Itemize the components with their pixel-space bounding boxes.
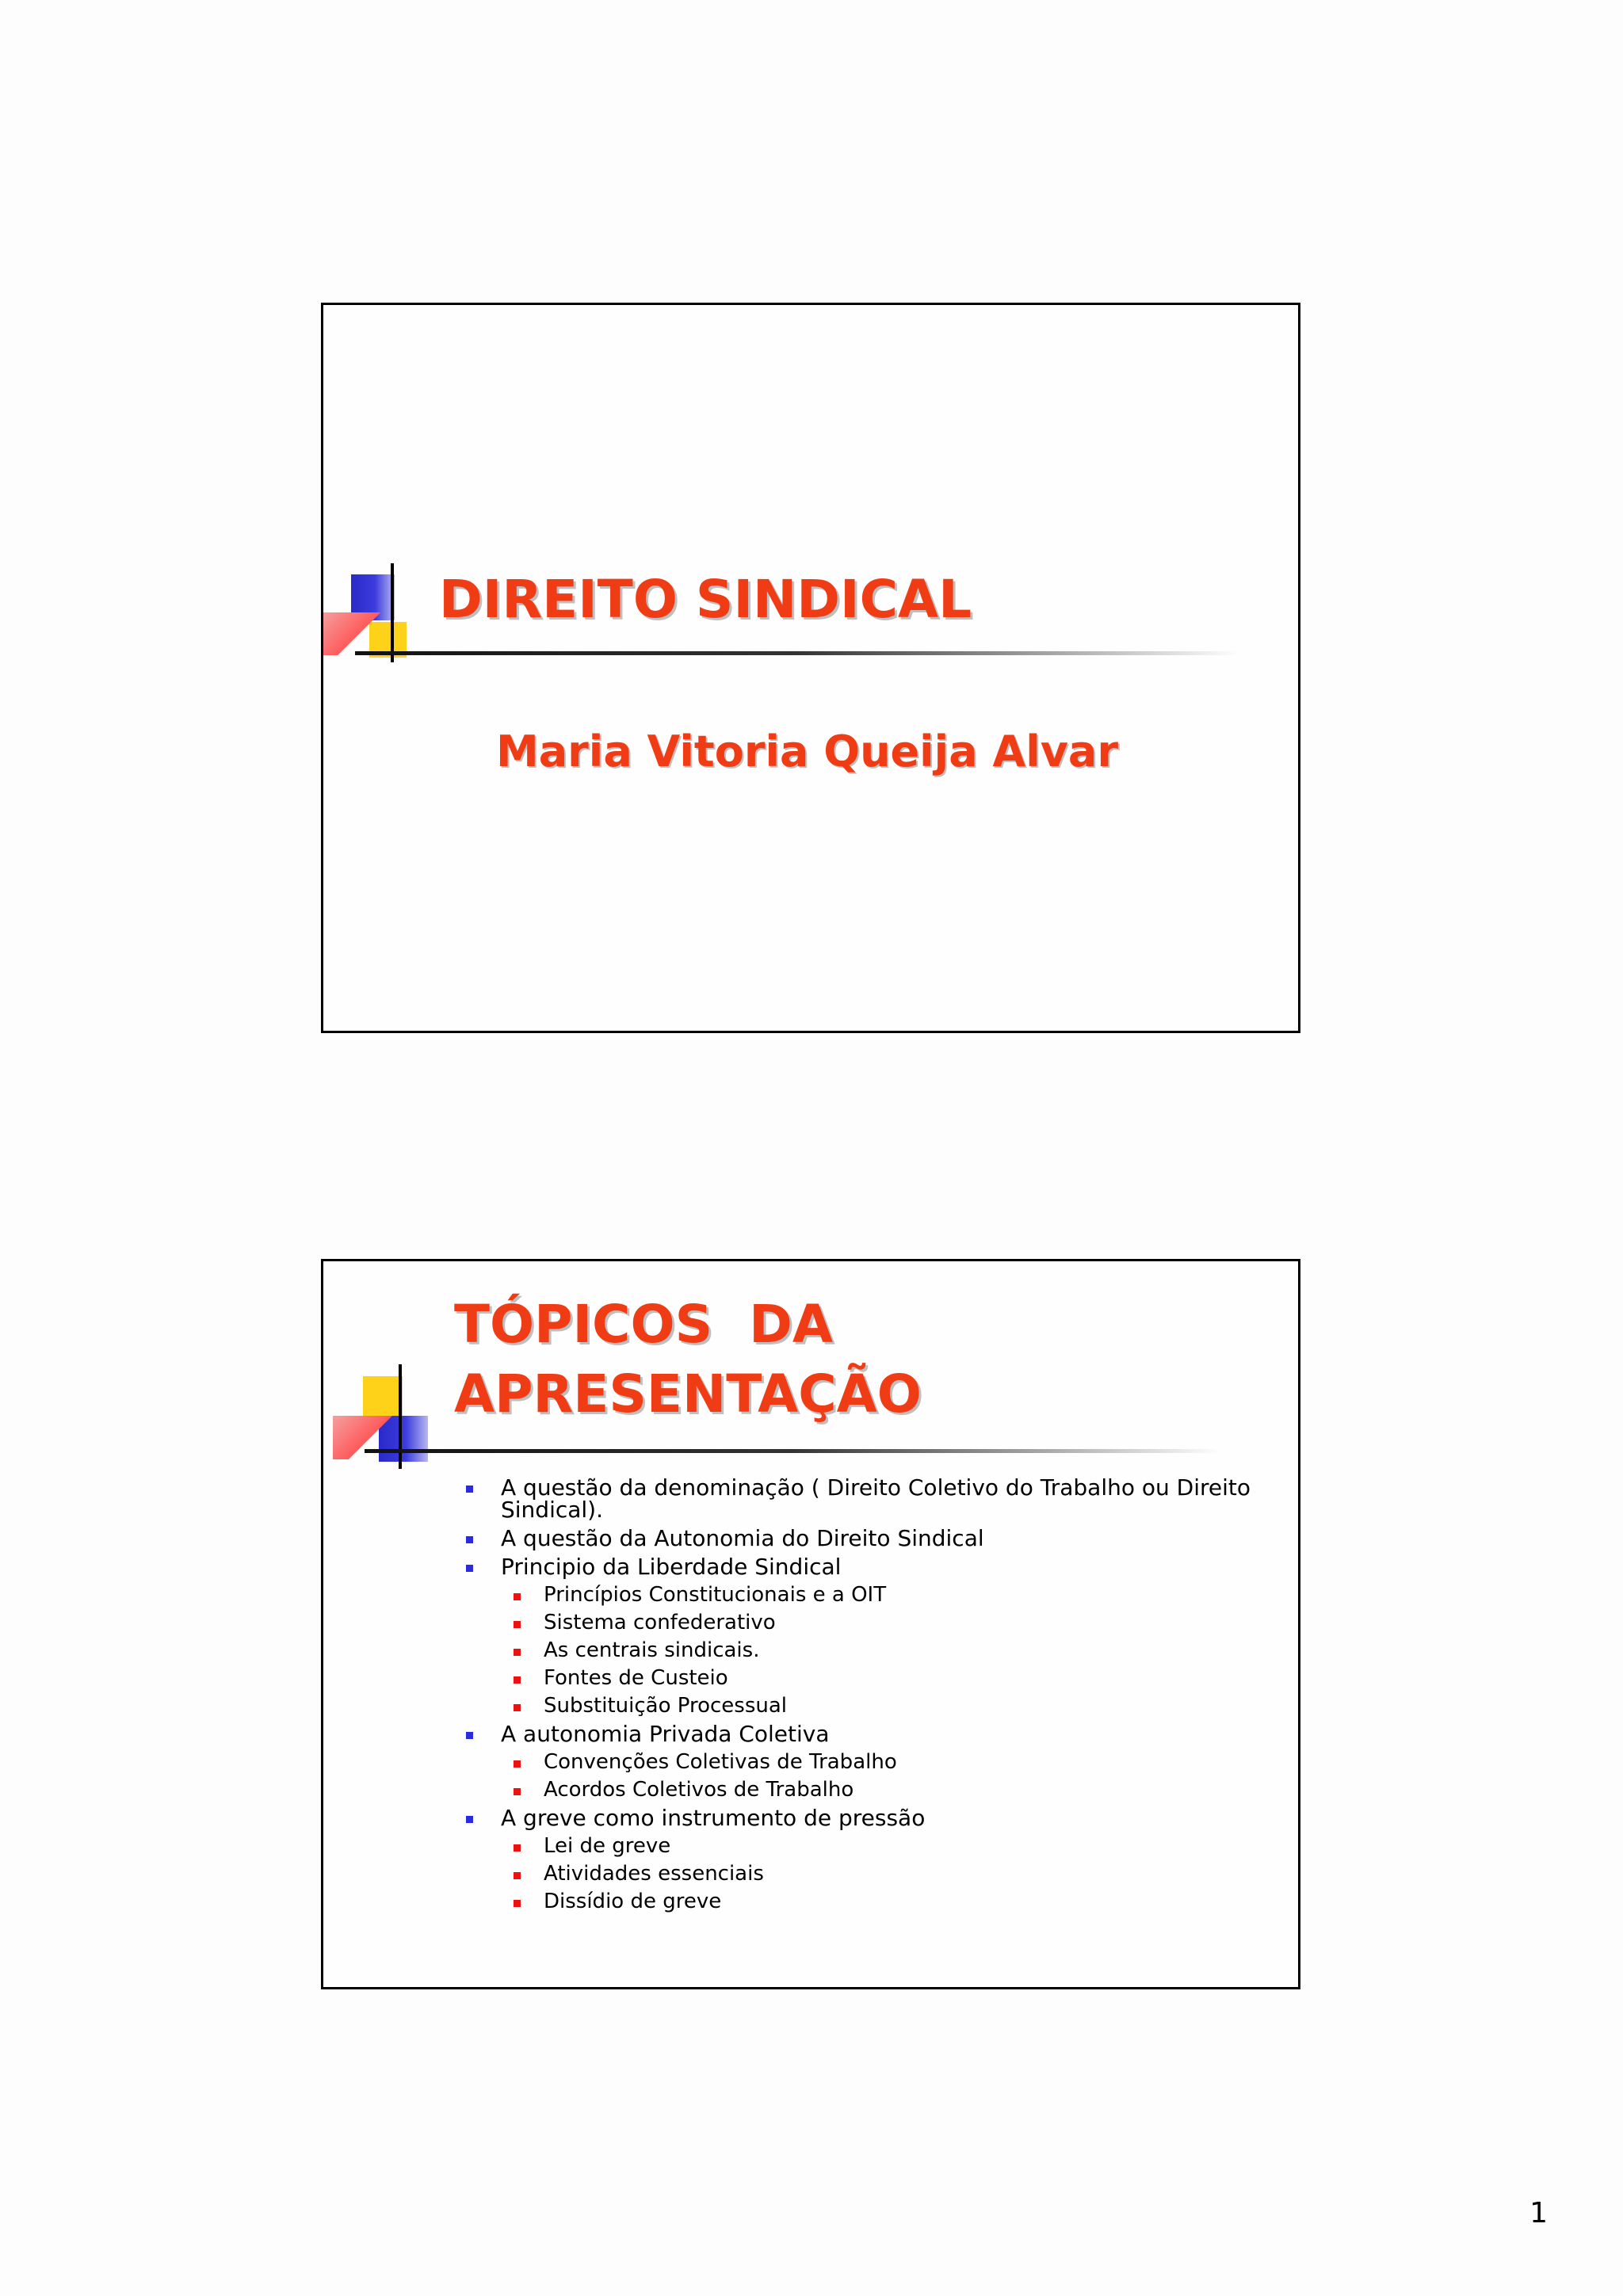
author-name: Maria Vitoria Queija Alvar (496, 727, 1119, 776)
red-square-bullet-icon (514, 1649, 521, 1656)
slide-topics (321, 1259, 1300, 1989)
subtopic-item: Acordos Coletivos de Trabalho (458, 1779, 1251, 1801)
red-square-bullet-icon (514, 1704, 521, 1711)
slide-1-title: DIREITO SINDICAL (439, 569, 972, 630)
red-square-bullet-icon (514, 1844, 521, 1852)
page-number: 1 (1529, 2197, 1548, 2229)
subtopic-item: Fontes de Custeio (458, 1668, 1251, 1689)
subtopic-item: Atividades essenciais (458, 1863, 1251, 1885)
red-square-bullet-icon (514, 1872, 521, 1879)
red-square-bullet-icon (514, 1760, 521, 1768)
topic-item: Principio da Liberdade Sindical (458, 1556, 1251, 1578)
red-square-bullet-icon (514, 1593, 521, 1600)
topics-list (458, 1474, 1251, 1919)
subtopic-item: Lei de greve (458, 1836, 1251, 1857)
red-square-bullet-icon (514, 1900, 521, 1907)
subtopic-item: Convenções Coletivas de Trabalho (458, 1752, 1251, 1773)
subtopic-item: Substituição Processual (458, 1695, 1251, 1717)
slide-2-title-line2: APRESENTAÇÃO (454, 1363, 922, 1425)
blue-square-bullet-icon (466, 1732, 473, 1739)
subtopic-item: Sistema confederativo (458, 1612, 1251, 1634)
topic-item: A greve como instrumento de pressão (458, 1807, 1251, 1829)
blue-square-bullet-icon (466, 1816, 473, 1823)
slide-2-title-line1: TÓPICOS DA (454, 1294, 833, 1355)
topic-item: A questão da denominação ( Direito Coletivo do Trabalho ou Direito Sindical). (458, 1477, 1251, 1521)
blue-square-bullet-icon (466, 1486, 473, 1493)
slide-title (321, 303, 1300, 1033)
subtopic-item: Dissídio de greve (458, 1891, 1251, 1913)
subtopic-item: Princípios Constitucionais e a OIT (458, 1585, 1251, 1606)
blue-square-bullet-icon (466, 1565, 473, 1572)
red-square-bullet-icon (514, 1788, 521, 1795)
topic-item: A autonomia Privada Coletiva (458, 1723, 1251, 1745)
blue-square-bullet-icon (466, 1536, 473, 1543)
topic-item: A questão da Autonomia do Direito Sindical (458, 1527, 1251, 1550)
red-square-bullet-icon (514, 1621, 521, 1628)
red-square-bullet-icon (514, 1676, 521, 1684)
subtopic-item: As centrais sindicais. (458, 1640, 1251, 1661)
